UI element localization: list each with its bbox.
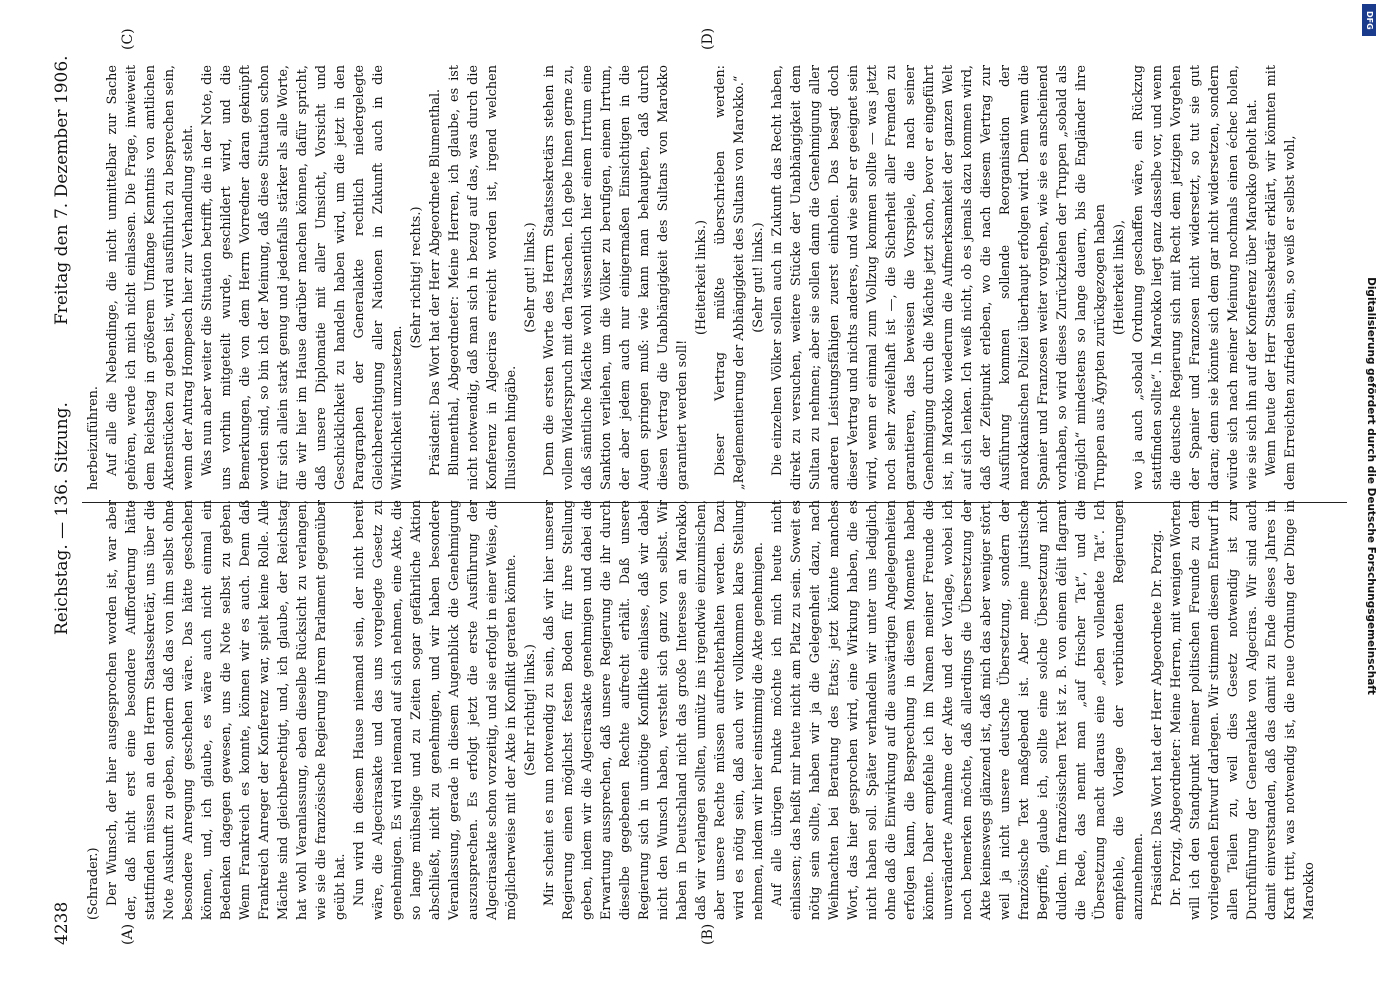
paragraph: Auf alle übrigen Punkte möchte ich mich heute nicht einlassen; das heißt mir heute nicht am Platz zu sein. Soweit es nötig sein sollte, haben wir ja die Gelegenheit dazu, nach Weihnachten bei Beratung des Etats; jetzt könnte manches Wort, das hier gesprochen wird, eine Wirkung haben, die es nicht haben soll. Später verhandeln wir unter uns lediglich, ohne daß die Einwirkung auf die auswärtigen Angelegenheiten erfolgen kann, die Besprechung in diesem Momente haben könnte. Daher empfehle ich im Namen meiner Freunde die unveränderte Annahme der Akte und der Vorlage, wobei ich noch bemerken möchte, daß allerdings die Übersetzung der Akte keineswegs glänzend ist, daß mich das aber weniger stört, weil ja nicht unsere deutsche Übersetzung, sondern der französische Text maßgebend ist. Aber meine juristische Begriffe, glaube ich, sollte eine solche Übersetzung nicht dulden. Im französischen Text ist z. B. von einem délit flagrant die Rede, das nennt man „auf frischer Tat“, und die Übersetzung macht daraus eine „eben vollendete Tat“. Ich empfehle, die Vorlage der verbündeten Regierungen anzunehmen. <box>770 500 1146 920</box>
paragraph: Die einzelnen Völker sollen auch in Zukunft das Recht haben, direkt zu versuchen, weitere Stücke der Unabhängigkeit dem Sultan zu nehmen; aber sie sollen dann die Genehmigung aller anderen Leistungsfähigen zuerst einholen. Das besagt doch dieser Vertrag und nichts anderes, und wie sehr er geeignet sein wird, wenn er einmal zum Vollzug kommen sollte — was jetzt noch sehr zweifelhaft ist —, die Sicherheit aller Fremden zu garantieren, das beweisen die Vorspiele, die nach seiner Genehmigung durch die Mächte jetzt schon, bevor er eingeführt ist, in Marokko wiederum die Aufmerksamkeit der ganzen Welt auf sich lenken. Ich weiß nicht, ob es jemals dazu kommen wird, daß der Zeitpunkt erleben, wo die nach diesem Vertrag zur Ausführung kommen sollende Reorganisation der marokkanischen Polizei überhaupt erfolgen wird. Denn wenn die Spanier und Franzosen weiter vorgehen, wie sie es anscheinend vorhaben, so wird dieses Zurückziehen der Truppen „sobald als möglich“ mindestens so lange dauern, bis die Engländer ihre Truppen aus Ägypten zurückgezogen haben <box>770 65 1108 490</box>
page-header <box>52 40 74 945</box>
paragraph: Auf alle die Nebendinge, die nicht unmittelbar zur Sache gehören, werde ich mich nicht einlassen. Die Frage, inwieweit dem Reichstag in größerem Umfange Kenntnis von amtlichen Aktenstücken zu geben ist, wird ausführlich zu besprechen sein, wenn der Antrag Hompesch hier zur Verhandlung steht. <box>105 65 196 490</box>
paragraph: Denn die ersten Worte des Herrn Staatssekretärs stehen in vollem Widerspruch mit den Tatsachen. Ich gebe Ihnen gerne zu, daß sämtliche Mächte wohl wissentlich hier einem Irrtum eine Sanktion verliehen, um die Völker zu berufigen, einem Irrtum, der aber jedem auch nur einigermaßen Einsichtigen in die Augen springen muß: wie kann man behaupten, daß durch diesen Vertrag die Unabhängigkeit des Sultans von Marokko garantiert werden soll! <box>542 65 690 490</box>
speaker-note: (Schrader.) <box>86 847 101 920</box>
paragraph: Dieser Vertrag müßte überschrieben werden: „Reglementierung der Abhängigkeit des Sultans von Marokko.“ <box>713 65 747 490</box>
paragraph: wo ja auch „sobald Ordnung geschaffen wäre, ein Rückzug stattfinden sollte“. In Marokko liegt ganz dasselbe vor, und wenn die deutsche Regierung sich mit Recht dem jetzigen Vorgehen der Spanier und Franzosen nicht widersetzt, so tut sie gut daran; denn sie könnte sich dem gar nicht widersetzen, sondern würde sich nach meiner Meinung nochmals einen échec holen, wie sie sich ihn auf der Konferenz über Marokko geholt hat. <box>1131 65 1260 490</box>
paragraph: Nun wird in diesem Hause niemand sein, der nicht bereit wäre, die Algecirasakte und das uns vorgelegte Gesetz zu genehmigen. Es wird niemand auf sich nehmen, eine Akte, die so lange mühselige und zu Zeiten sogar gefährliche Aktion abschließt, nicht zu genehmigen, und wir haben besondere Veranlassung, gerade in diesem Augenblick die Genehmigung auszusprechen. Es erfolgt jetzt die erste Ausführung der Algecirasakte schon vorzeitig, und sie erfolgt in einer Weise, die möglicherweise mit der Akte in Konflikt geraten könnte. <box>352 500 519 920</box>
interjection: (Sehr richtig! links.) <box>523 644 538 776</box>
margin-mark-d: (D) <box>700 27 716 50</box>
digitization-sidebar <box>1361 0 1379 1000</box>
paragraph: Blumenthal, Abgeordneter: Meine Herren, ich glaube, es ist nicht notwendig, daß man sich in bezug auf das, was durch die Konferenz in Algeciras erreicht worden ist, irgend welchen Illusionen hingäbe. <box>447 65 519 490</box>
margin-mark-c: (C) <box>120 28 136 50</box>
paragraph: Der Wunsch, der hier ausgesprochen worden ist, war aber der, daß nicht erst eine besondere Aufforderung hätte stattfinden müssen an den Herrn Staatssekretär, uns über die Note Auskunft zu geben, sondern daß das von ihm selbst ohne besondere Anregung geschehen wäre. Das hätte geschehen können, und, ich glaube, es wäre auch nicht einmal ein Bedenken dagegen gewesen, uns die Note selbst zu geben. Wenn Frankreich es konnte, können wir es auch. Denn daß Frankreich Anreger der Konferenz war, spielt keine Rolle. Alle Mächte sind gleichberechtigt, und, ich glaube, der Reichstag hat wohl Veranlassung, eben dieselbe Rücksicht zu verlangen, wie sie die französische Regierung ihrem Parlament gegenüber geübt hat. <box>105 500 348 920</box>
session-title: Reichstag. — 136. Sitzung. <box>52 402 72 635</box>
paragraph: Präsident: Das Wort hat der Herr Abgeordnete Dr. Porzig. <box>1150 529 1165 906</box>
interjection: (Sehr gut! links.) <box>523 222 538 333</box>
right-column <box>84 65 1300 490</box>
margin-mark-b: (B) <box>700 923 716 945</box>
session-date: Freitag den 7. Dezember 1906. <box>52 55 72 325</box>
paragraph: herbeizuführen. <box>86 386 101 490</box>
interjection: (Heiterkeit links.) <box>694 219 709 336</box>
left-column <box>84 500 1319 920</box>
paragraph: Wenn heute der Herr Staatssekretär erklärt, wir könnten mit dem Erreichten zufrieden sein, so weiß er selbst wohl, <box>1264 65 1298 490</box>
interjection: (Sehr gut! links.) <box>751 222 766 333</box>
page-number: 4238 <box>52 901 72 945</box>
margin-mark-a: (A) <box>120 923 136 945</box>
interjection: (Sehr richtig! rechts.) <box>409 206 424 349</box>
paragraph: Mir scheint es nun notwendig zu sein, daß wir hier unserer Regierung einen möglichst festen Boden für ihre Stellung geben, indem wir die Algecirasakte genehmigen und dabei die Erwartung aussprechen, daß unsere Regierung die ihr durch dieselbe gegebenen Rechte aufrecht erhält. Daß unsere Regierung sich in unnötige Konflikte einlasse, daß wir dabei nicht den Wunsch haben, versteht sich ganz von selbst. Wir haben in Deutschland nicht das große Interesse an Marokko, daß wir verlangen sollten, unnütz ins irgendwie einzumischen, aber unsere Rechte müssen aufrechterhalten werden. Dazu wird es nötig sein, daß auch wir vollkommen klare Stellung nehmen, indem wir hier einstimmig die Akte genehmigen. <box>542 500 766 920</box>
paragraph: Was nun aber weiter die Situation betrifft, die in der Note, die uns vorhin mitgeteilt wurde, geschildert wird, und die Bemerkungen, die von dem Herrn Vorredner daran geknüpft worden sind, so bin ich der Meinung, daß diese Situation schon für sich allein stark genug und jedenfalls stärker als alle Worte, die wir hier im Hause darüber machen können, dafür spricht, daß unsere Diplomatie mit aller Umsicht, Vorsicht und Geschicklichkeit zu handeln haben wird, um die jetzt in den Paragraphen der Generalakte rechtlich niedergelegte Gleichberechtigung aller Nationen in Zukunft auch in die Wirklichkeit umzusetzen. <box>200 65 405 490</box>
dfg-logo: DFG <box>1362 4 1376 36</box>
digitization-credit: Digitalisierung gefördert durch die Deutsche Forschungsgemeinschaft <box>1365 277 1377 695</box>
paragraph: Dr. Porzig, Abgeordneter: Meine Herren, mit wenigen Worten will ich den Standpunkt meiner politischen Freunde zu dem vorliegenden Entwurf darlegen. Wir stimmen diesem Entwurf in allen Teilen zu, weil dies Gesetz notwendig ist zur Durchführung der Generalakte von Algeciras. Wir sind auch damit einverstanden, daß das damit zu Ende dieses Jahres in Kraft tritt, was notwendig ist, die neue Ordnung der Dinge in Marokko <box>1169 500 1317 920</box>
interjection: (Heiterkeit links), <box>1112 219 1127 336</box>
paragraph: Präsident: Das Wort hat der Herr Abgeordnete Blumenthal. <box>428 88 443 476</box>
